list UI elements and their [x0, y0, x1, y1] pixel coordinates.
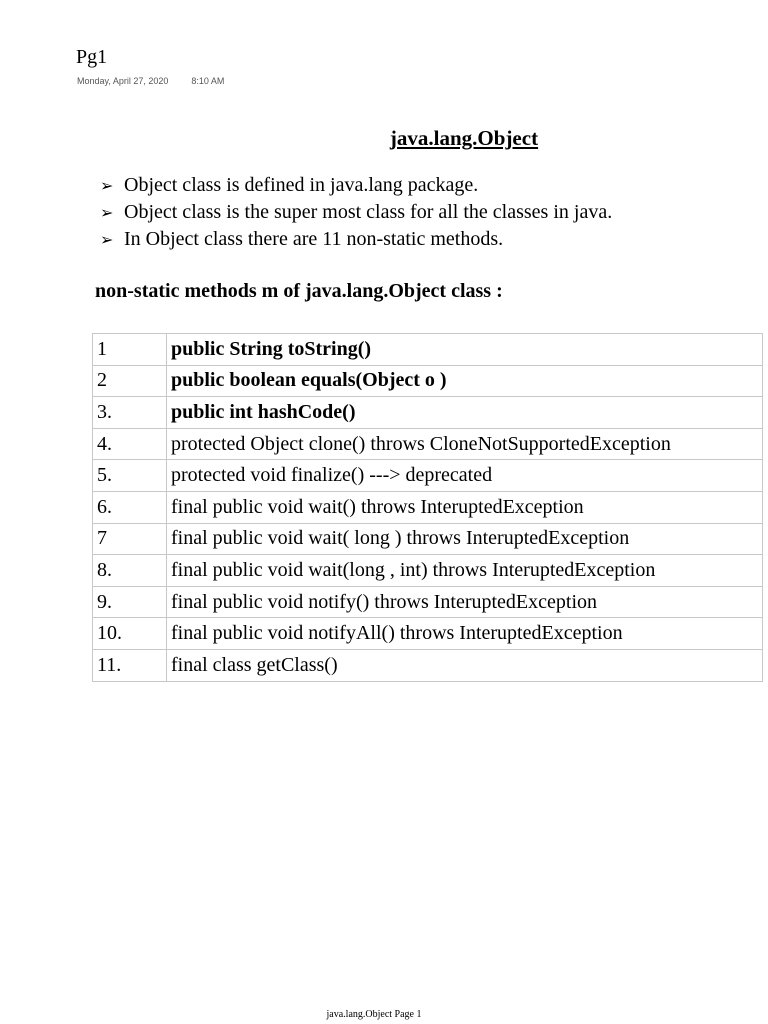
bullet-item: [100, 199, 612, 226]
method-number: 10.: [93, 618, 167, 650]
method-signature: public int hashCode(): [167, 397, 763, 429]
bullet-list: [100, 172, 612, 253]
table-row: [93, 365, 763, 397]
bullet-text: Object class is the super most class for all the classes in java.: [124, 201, 613, 223]
table-row: [93, 460, 763, 492]
bullet-item: [100, 172, 612, 199]
method-signature: final public void notify() throws InteruptedException: [167, 586, 763, 618]
page-date: Monday, April 27, 2020: [77, 76, 169, 86]
table-row: [93, 428, 763, 460]
method-signature: public String toString(): [167, 334, 763, 366]
methods-table: [92, 333, 763, 682]
page-footer: java.lang.Object Page 1: [326, 1009, 422, 1020]
method-signature: public boolean equals(Object o ): [167, 365, 763, 397]
method-number: 8.: [93, 555, 167, 587]
method-number: 7: [93, 523, 167, 555]
arrow-bullet-icon: ➢: [100, 203, 114, 222]
document-title: java.lang.Object: [389, 126, 539, 150]
method-signature: final class getClass(): [167, 649, 763, 681]
method-number: 4.: [93, 428, 167, 460]
method-number: 2: [93, 365, 167, 397]
page-name: Pg1: [76, 46, 108, 68]
method-signature: protected void finalize() ---> deprecated: [167, 460, 763, 492]
table-row: [93, 334, 763, 366]
page-time: 8:10 AM: [191, 76, 225, 86]
arrow-bullet-icon: ➢: [100, 230, 114, 249]
table-row: [93, 555, 763, 587]
method-number: 6.: [93, 491, 167, 523]
method-number: 5.: [93, 460, 167, 492]
arrow-bullet-icon: ➢: [100, 176, 114, 195]
method-signature: final public void notifyAll() throws InteruptedException: [167, 618, 763, 650]
table-row: [93, 586, 763, 618]
method-number: 9.: [93, 586, 167, 618]
bullet-text: In Object class there are 11 non-static methods.: [124, 228, 504, 250]
method-signature: protected Object clone() throws CloneNotSupportedException: [167, 428, 763, 460]
table-row: [93, 523, 763, 555]
table-row: [93, 618, 763, 650]
method-signature: final public void wait( long ) throws InteruptedException: [167, 523, 763, 555]
table-row: [93, 397, 763, 429]
method-signature: final public void wait() throws InteruptedException: [167, 491, 763, 523]
method-signature: final public void wait(long , int) throws InteruptedException: [167, 555, 763, 587]
bullet-item: [100, 226, 612, 253]
bullet-text: Object class is defined in java.lang package.: [124, 174, 479, 196]
table-row: [93, 649, 763, 681]
method-number: 11.: [93, 649, 167, 681]
page-timestamp: [77, 76, 224, 86]
table-row: [93, 491, 763, 523]
method-number: 3.: [93, 397, 167, 429]
section-heading: non-static methods m of java.lang.Object class :: [95, 280, 503, 302]
method-number: 1: [93, 334, 167, 366]
